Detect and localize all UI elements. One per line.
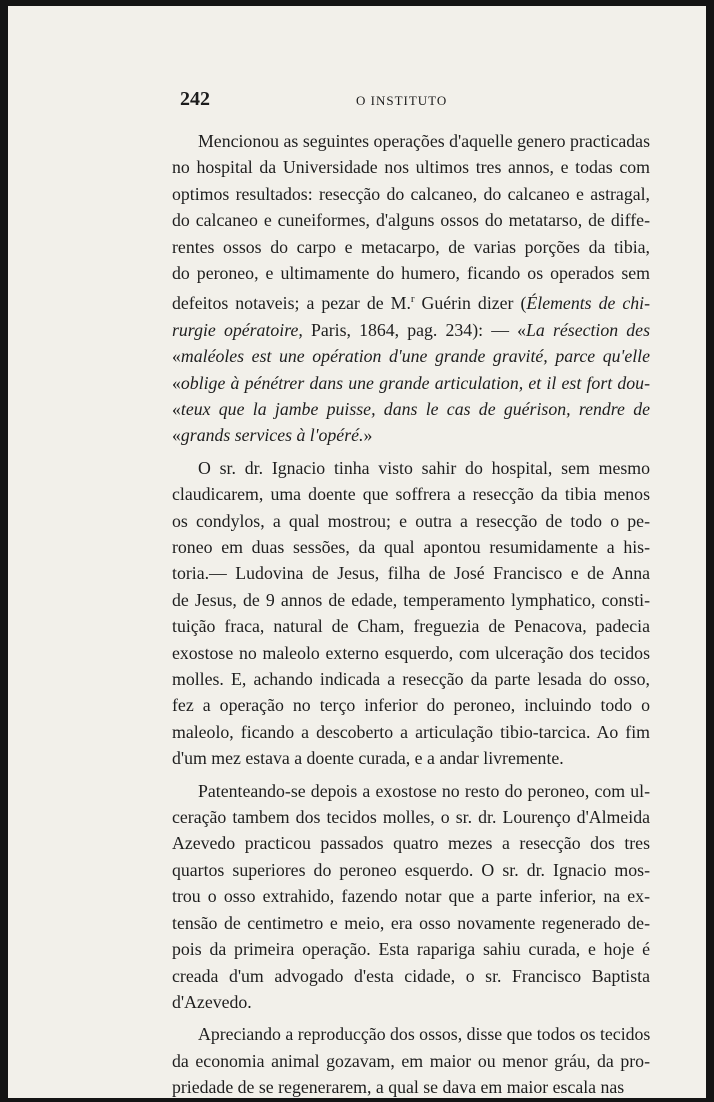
page-header — [180, 88, 650, 112]
paragraph — [172, 128, 650, 449]
italic-text: La résection des — [526, 319, 650, 340]
paragraph — [172, 778, 650, 1016]
text-segment: Mencionou as seguintes operações d'aquelle genero practicadas — [198, 131, 650, 151]
text-segment: tensão de centimetro e meio, era osso novamente regenerado de- — [172, 912, 650, 933]
paragraph — [172, 455, 650, 772]
italic-text: Élements de chi- — [526, 293, 650, 314]
text-line — [172, 963, 650, 989]
text-line — [172, 534, 650, 560]
text-line — [172, 128, 650, 154]
italic-text: oblige à pénétrer dans une grande articulation, et il est fort dou- — [180, 372, 650, 393]
text-line — [172, 370, 650, 396]
text-segment: tuição fraca, natural de Cham, freguezia de Penacova, padecia — [172, 616, 650, 637]
text-segment: do calcaneo e cuneiformes, d'alguns ossos do metatarso, de diffe- — [172, 210, 650, 231]
text-line — [172, 317, 650, 343]
text-line — [172, 692, 650, 718]
text-segment: os condylos, a qual mostrou; e outra a resecção de todo o pe- — [172, 510, 650, 531]
text-line — [172, 640, 650, 666]
text-line — [172, 778, 650, 804]
text-segment: optimos resultados: resecção do calcaneo, do calcaneo e astragal, — [172, 183, 650, 204]
text-line — [172, 587, 650, 613]
superscript-text: r — [410, 293, 415, 306]
text-line — [172, 1021, 650, 1047]
text-segment: claudicarem, uma doente que soffrera a resecção da tibia menos — [172, 484, 650, 505]
text-segment: exostose no maleolo externo esquerdo, com ulceração dos tecidos — [172, 642, 650, 663]
text-segment: creada d'um advogado d'esta cidade, o sr. Francisco Baptista — [172, 965, 650, 986]
text-line — [172, 613, 650, 639]
text-line — [172, 989, 650, 1015]
text-line — [172, 207, 650, 233]
text-segment: quartos superiores do peroneo esquerdo. O sr. dr. Ignacio mos- — [172, 859, 650, 880]
text-segment: « — [172, 398, 181, 419]
book-page — [8, 6, 706, 1098]
text-segment: no hospital da Universidade nos ultimos tres annos, e todas com — [172, 157, 650, 178]
text-segment: trou o osso extrahido, fazendo notar que a parte inferior, na ex- — [172, 886, 650, 907]
text-line — [172, 286, 650, 316]
text-line — [172, 455, 650, 481]
text-segment: ceração tambem dos tecidos molles, o sr. dr. Lourenço d'Almeida — [172, 807, 650, 828]
text-segment: molles. E, achando indicada a resecção da parte lesada do osso, — [172, 669, 650, 690]
italic-text: rurgie opératoire, — [172, 319, 303, 340]
text-line — [172, 666, 650, 692]
text-line — [172, 1074, 650, 1098]
text-segment: » — [363, 425, 373, 446]
text-segment: do peroneo, e ultimamente do humero, ficando os operados sem — [172, 263, 650, 284]
text-line — [172, 343, 650, 369]
text-line — [172, 422, 650, 448]
text-segment: « — [172, 372, 181, 393]
text-line — [172, 719, 650, 745]
italic-text: grands services à l'opéré. — [180, 425, 364, 446]
text-line — [172, 154, 650, 180]
text-line — [172, 181, 650, 207]
text-line — [172, 508, 650, 534]
text-segment: « — [172, 346, 181, 367]
italic-text: teux que la jambe puisse, dans le cas de guérison, rendre de — [180, 398, 650, 419]
text-line — [172, 396, 650, 422]
text-segment: defeitos notaveis; a pezar de M. — [172, 293, 411, 314]
text-segment: Patenteando-se depois a exostose no resto do peroneo, com ul- — [198, 780, 650, 801]
italic-text: maléoles est une opération d'une grande gravité, parce qu'elle — [180, 346, 650, 367]
text-segment: da economia animal gozavam, em maior ou menor gráu, da pro- — [172, 1050, 650, 1071]
text-line — [172, 910, 650, 936]
text-line — [172, 857, 650, 883]
text-segment: rentes ossos do carpo e metacarpo, de varias porções da tibia, — [172, 236, 650, 257]
text-segment: Guérin dizer ( — [414, 293, 527, 314]
text-line — [172, 560, 650, 586]
paragraph — [172, 1021, 650, 1098]
page-number: 242 — [180, 88, 210, 110]
text-segment: Apreciando a reproducção dos ossos, disse que todos os tecidos — [198, 1024, 651, 1045]
text-segment: de Jesus, de 9 annos de edade, temperamento lymphatico, consti- — [172, 589, 650, 610]
text-segment: pois da primeira operação. Esta rapariga sahiu curada, e hoje é — [172, 939, 650, 960]
text-line — [172, 1048, 650, 1074]
text-segment: maleolo, ficando a descoberto a articulação tibio-tarcica. Ao fim — [172, 721, 650, 742]
text-segment: d'Azevedo. — [172, 991, 252, 1012]
text-segment: Azevedo practicou passados quatro mezes a resecção dos tres — [172, 833, 650, 854]
body-text — [172, 128, 650, 1098]
text-line — [172, 481, 650, 507]
text-segment: priedade de se regenerarem, a qual se dava em maior escala nas — [172, 1077, 625, 1098]
text-line — [172, 883, 650, 909]
text-segment: Paris, 1864, pag. 234): — « — [302, 319, 527, 340]
text-line — [172, 234, 650, 260]
text-segment: « — [172, 425, 181, 446]
text-line — [172, 830, 650, 856]
text-segment: O sr. dr. Ignacio tinha visto sahir do hospital, sem mesmo — [198, 457, 650, 478]
text-segment: d'um mez estava a doente curada, e a andar livremente. — [172, 748, 564, 769]
text-segment: fez a operação no terço inferior do peroneo, incluindo todo o — [172, 695, 650, 716]
text-line — [172, 260, 650, 286]
text-segment: toria.— Ludovina de Jesus, filha de José Francisco e de Anna — [172, 563, 650, 584]
text-line — [172, 804, 650, 830]
text-line — [172, 936, 650, 962]
text-line — [172, 745, 650, 771]
text-segment: roneo em duas sessões, da qual apontou resumidamente a his- — [172, 537, 650, 558]
running-head: O INSTITUTO — [356, 93, 448, 108]
